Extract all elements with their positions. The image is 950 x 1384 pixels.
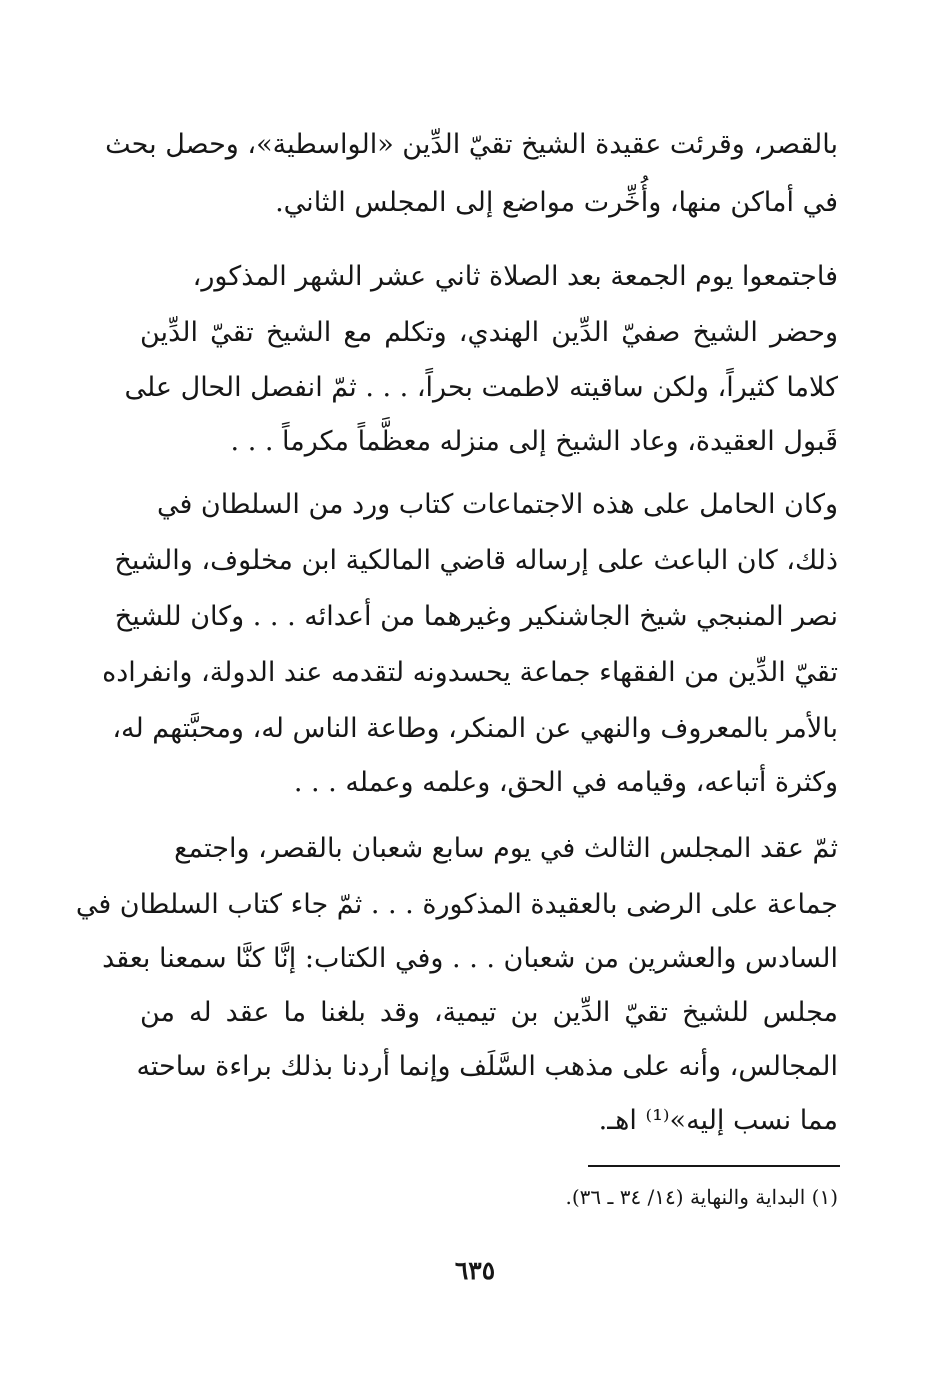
text-line: وكثرة أتباعه، وقيامه في الحق، وعلمه وعمله . . . xyxy=(293,767,838,798)
text-line: وحضر الشيخ صفيّ الدِّين الهندي، وتكلم مع الشيخ تقيّ الدِّين xyxy=(140,317,838,348)
text-line: نصر المنبجي شيخ الجاشنكير وغيرهما من أعدائه . . . وكان للشيخ xyxy=(114,601,838,632)
text-line: بالأمر بالمعروف والنهي عن المنكر، وطاعة الناس له، ومحبَّتهم له، xyxy=(112,713,838,744)
text-line: تقيّ الدِّين من الفقهاء جماعة يحسدونه لتقدمه عند الدولة، وانفراده xyxy=(102,657,838,688)
text-line: مما نسب إليه»⁽¹⁾ اهـ. xyxy=(598,1105,838,1136)
text-line: جماعة على الرضى بالعقيدة المذكورة . . . ثمّ جاء كتاب السلطان في xyxy=(75,889,838,920)
footnote: (١) البداية والنهاية (١٤/ ٣٤ ـ ٣٦). xyxy=(565,1185,838,1209)
text-line: كلاما كثيراً، ولكن ساقيته لاطمت بحراً، . . . ثمّ انفصل الحال على xyxy=(124,372,838,403)
text-line: المجالس، وأنه على مذهب السَّلَف وإنما أردنا بذلك براءة ساحته xyxy=(136,1051,838,1082)
text-line: وكان الحامل على هذه الاجتماعات كتاب ورد من السلطان في xyxy=(156,489,838,520)
text-line: بالقصر، وقرئت عقيدة الشيخ تقيّ الدِّين «الواسطية»، وحصل بحث xyxy=(105,129,838,160)
text-line: في أماكن منها، وأُخِّرت مواضع إلى المجلس الثاني. xyxy=(275,187,838,218)
text-line: مجلس للشيخ تقيّ الدِّين بن تيمية، وقد بلغنا ما عقد له من xyxy=(140,997,838,1028)
text-line: قَبول العقيدة، وعاد الشيخ إلى منزله معظَّماً مكرماً . . . xyxy=(230,426,838,457)
footnote-separator xyxy=(588,1165,840,1167)
text-line: السادس والعشرين من شعبان . . . وفي الكتاب: إنَّا كنَّا سمعنا بعقد xyxy=(102,943,838,974)
page-number: ٦٣٥ xyxy=(454,1256,496,1285)
text-line: فاجتمعوا يوم الجمعة بعد الصلاة ثاني عشر الشهر المذكور، xyxy=(192,261,838,292)
text-line: ثمّ عقد المجلس الثالث في يوم سابع شعبان بالقصر، واجتمع xyxy=(174,833,838,864)
text-line: ذلك، كان الباعث على إرساله قاضي المالكية ابن مخلوف، والشيخ xyxy=(114,545,838,576)
